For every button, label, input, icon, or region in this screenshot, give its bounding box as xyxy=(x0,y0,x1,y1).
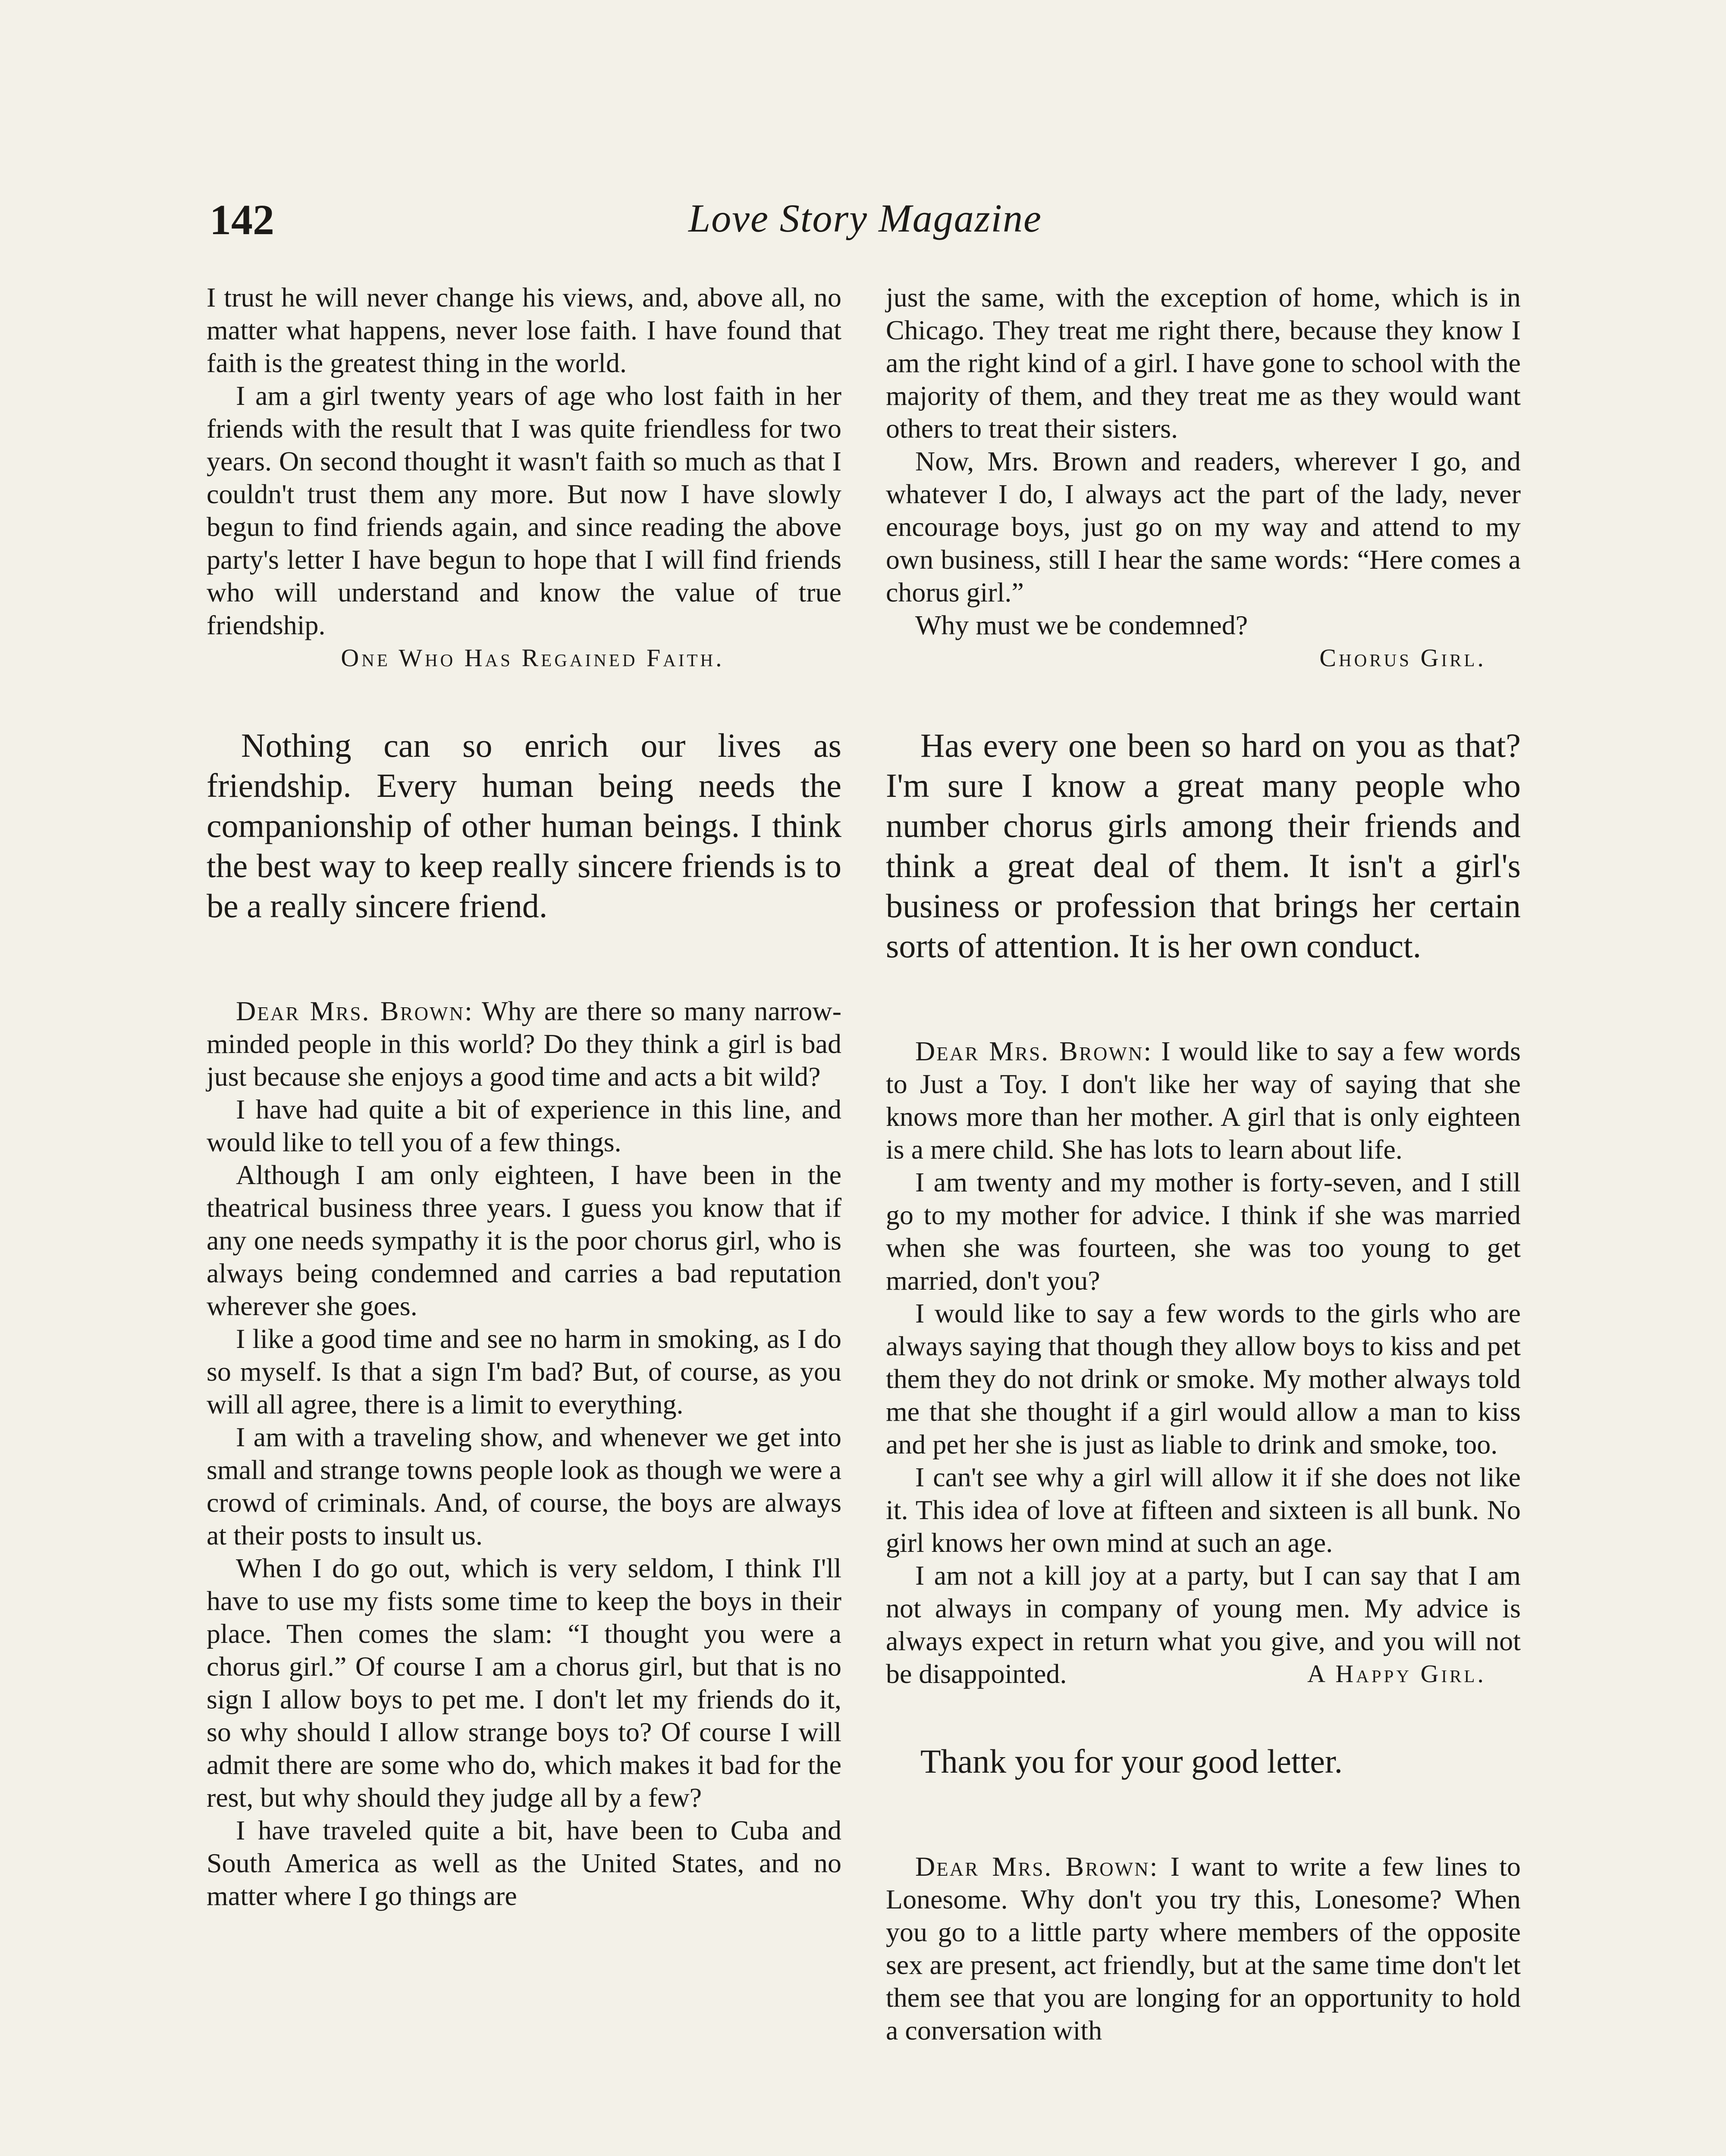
letter-paragraph: I like a good time and see no harm in smoking, as I do so myself. Is that a sign I'm bad? But, of course, as you will all agree, there is a limit to everything. xyxy=(207,1323,841,1420)
letter-salutation: Dear Mrs. Brown: xyxy=(915,1851,1159,1882)
letter-opening xyxy=(207,995,841,1093)
letter-opening-text: Why are there so many narrow-minded people in this world? Do they think a girl is bad just because she enjoys a good time and acts a bit wild? xyxy=(207,996,842,1092)
letter-paragraph: Although I am only eighteen, I have been in the theatrical business three years. I guess you know that if any one needs sympathy it is the poor chorus girl, who is always being condemned and carries a bad reputation wherever she goes. xyxy=(207,1159,841,1321)
letter-paragraph xyxy=(886,1559,1521,1690)
right-column xyxy=(886,281,1521,2047)
editor-reply: Nothing can so enrich our lives as friendship. Every human being needs the companionship of other human beings. I think the best way to keep really sincere friends is to be a really sincere friend. xyxy=(207,727,841,924)
letter-paragraph: I am a girl twenty years of age who lost faith in her friends with the result that I was quite friendless for two years. On second thought it wasn't faith so much as that I couldn't trust them any more. But now I have slowly begun to find friends again, and since reading the above party's letter I have begun to hope that I will find friends who will understand and know the value of true friendship. xyxy=(207,380,841,640)
letter-chorus-girl xyxy=(207,995,841,1912)
left-column xyxy=(207,281,841,1912)
letter-paragraph: just the same, with the exception of home, which is in Chicago. They treat me right there, because they know I am the right kind of a girl. I have gone to school with the majority of them, and they treat me as they would want others to treat their sisters. xyxy=(886,282,1521,444)
letter-opening xyxy=(886,1035,1521,1166)
letter-a-happy-girl xyxy=(886,1035,1521,1690)
letter-paragraph-text: I am not a kill joy at a party, but I can say that I am not always in company of young men. My advice is always expect in return what you give, and you will not be disappointed. xyxy=(886,1560,1521,1689)
magazine-title: Love Story Magazine xyxy=(688,196,1042,240)
editor-reply: Thank you for your good letter. xyxy=(920,1742,1343,1780)
letter-paragraph: I would like to say a few words to the girls who are always saying that though they allow boys to kiss and pet them they do not drink or smoke. My mother always told me that she thought if a girl would allow a man to kiss and pet her she is just as liable to drink and smoke, too. xyxy=(886,1298,1521,1460)
letter-salutation: Dear Mrs. Brown: xyxy=(236,996,474,1026)
letter-paragraph: I am with a traveling show, and whenever we get into small and strange towns people look as though we were a crowd of criminals. And, of course, the boys are always at their posts to insult us. xyxy=(207,1422,841,1551)
page-number: 142 xyxy=(210,196,274,244)
letter-to-lonesome xyxy=(886,1850,1521,2047)
letter-chorus-girl-continued xyxy=(886,281,1521,674)
letter-signature: Chorus Girl. xyxy=(1319,644,1486,672)
letter-one-who-has-regained-faith xyxy=(207,281,841,674)
editor-reply: Has every one been so hard on you as that? I'm sure I know a great many people who number chorus girls among their friends and think a great deal of them. It isn't a girl's business or profession that brings her certain sorts of attention. It is her own conduct. xyxy=(886,727,1521,965)
letter-paragraph: I have traveled quite a bit, have been to Cuba and South America as well as the United States, and no matter where I go things are xyxy=(207,1815,841,1911)
letter-paragraph: I am twenty and my mother is forty-seven, and I still go to my mother for advice. I think if she was married when she was fourteen, she was too young to get married, don't you? xyxy=(886,1167,1521,1296)
page-header xyxy=(210,190,1521,254)
letter-signature: One Who Has Regained Faith. xyxy=(341,644,725,672)
letter-paragraph: Why must we be condemned? xyxy=(915,610,1248,640)
letter-opening-text: I want to write a few lines to Lonesome. Why don't you try this, Lonesome? When you go to a little party where members of the opposite sex are present, act friendly, but at the same time don't let them see that you are longing for an opportunity to hold a conversation with xyxy=(886,1851,1521,2046)
letter-paragraph: When I do go out, which is very seldom, I think I'll have to use my fists some time to keep the boys in their place. Then comes the slam: “I thought you were a chorus girl.” Of course I am a chorus girl, but that is no sign I allow boys to pet me. I don't let my friends do it, so why should I allow strange boys to? Of course I will admit there are some who do, which makes it bad for the rest, but why should they judge all by a few? xyxy=(207,1553,841,1813)
letter-salutation: Dear Mrs. Brown: xyxy=(915,1036,1153,1066)
letter-paragraph: I trust he will never change his views, and, above all, no matter what happens, never lose faith. I have found that faith is the greatest thing in the world. xyxy=(207,282,841,378)
letter-paragraph: I can't see why a girl will allow it if she does not like it. This idea of love at fifteen and sixteen is all bunk. No girl knows her own mind at such an age. xyxy=(886,1462,1521,1558)
letter-signature: A Happy Girl. xyxy=(1307,1660,1486,1688)
letter-opening xyxy=(886,1850,1521,2047)
letter-paragraph: Now, Mrs. Brown and readers, wherever I go, and whatever I do, I always act the part of the lady, never encourage boys, just go on my way and attend to my own business, still I hear the same words: “Here comes a chorus girl.” xyxy=(886,446,1521,608)
letter-opening-text: I would like to say a few words to Just a Toy. I don't like her way of saying that she knows more than her mother. A girl that is only eighteen is a mere child. She has lots to learn about life. xyxy=(886,1036,1521,1165)
letter-paragraph: I have had quite a bit of experience in this line, and would like to tell you of a few things. xyxy=(207,1094,841,1157)
